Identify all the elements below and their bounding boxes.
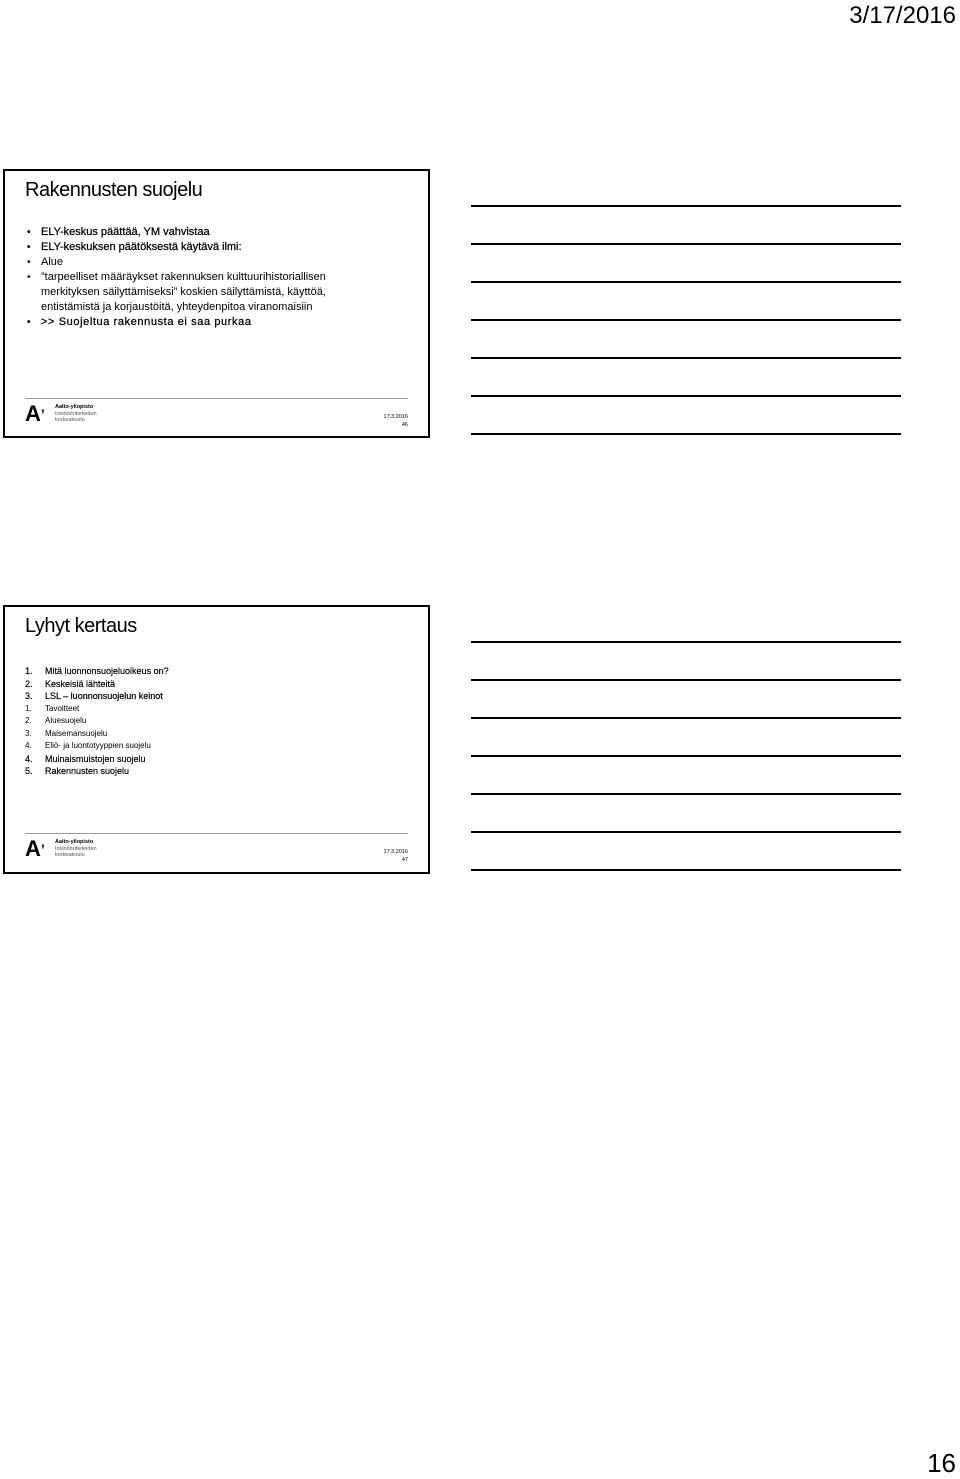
slide-date: 17.3.2016 <box>383 414 408 420</box>
item-text: Maisemansuojelu <box>45 728 108 738</box>
item-number: 4. <box>25 741 32 750</box>
item-number: 4. <box>25 753 33 764</box>
list-item-text: merkityksen säilyttämiseksi” koskien säilyttämistä, käyttöä, <box>41 286 326 298</box>
item-number: 3. <box>25 691 33 701</box>
logo-line-3: korkeakoulu <box>55 852 85 859</box>
item-number: 5. <box>25 766 33 776</box>
item-number: 1. <box>25 703 32 713</box>
item-number: 3. <box>25 728 32 738</box>
sub-list-item <box>25 715 169 728</box>
slide-number: 46 <box>401 422 408 428</box>
list-item-text: entistämistä ja korjaustöitä, yhteydenpitoa viranomaisiin <box>41 301 313 313</box>
slide-meta <box>384 848 408 864</box>
note-line <box>471 641 901 643</box>
list-item: • ELY-keskus päättää, YM vahvistaa <box>27 225 326 240</box>
note-line <box>471 281 901 283</box>
logo-line-1: Aalto-yliopisto <box>55 839 94 846</box>
bullet-list <box>27 225 326 330</box>
slide-lyhyt-kertaus <box>3 605 430 874</box>
numbered-list <box>25 665 169 778</box>
sub-list-item <box>25 703 169 716</box>
list-item: • >> Suojeltua rakennusta ei saa purkaa <box>27 315 326 330</box>
list-item <box>25 665 169 678</box>
logo-line-1: Aalto-yliopisto <box>55 404 94 411</box>
list-item: • Alue <box>27 255 326 270</box>
item-text: Aluesuojelu <box>45 716 87 725</box>
note-line <box>471 679 901 681</box>
slide-rakennusten-suojelu <box>3 169 430 438</box>
aalto-a-icon: A’ <box>25 836 45 861</box>
logo-text <box>55 404 97 424</box>
note-line <box>471 243 901 245</box>
item-text: LSL – luonnonsuojelun keinot <box>45 691 163 701</box>
item-text: Muinaismuistojen suojelu <box>45 753 146 764</box>
notes-lines <box>471 641 901 907</box>
list-item-continuation <box>27 285 326 300</box>
aalto-logo <box>25 838 97 860</box>
slide-title: Lyhyt kertaus <box>25 615 137 637</box>
item-number: 2. <box>25 716 32 725</box>
notes-lines <box>471 205 901 471</box>
slide-meta <box>384 413 408 429</box>
note-line <box>471 433 901 435</box>
page-number: 16 <box>927 1448 956 1478</box>
item-text: Eliö- ja luontotyyppien suojelu <box>45 741 151 750</box>
page-date: 3/17/2016 <box>849 2 956 29</box>
note-line <box>471 319 901 321</box>
list-item: • ”tarpeelliset määräykset rakennuksen kulttuurihistoriallisen <box>27 270 326 285</box>
item-text: Rakennusten suojelu <box>45 766 130 776</box>
item-text: Mitä luonnonsuojeluoikeus on? <box>45 666 169 676</box>
logo-text <box>55 839 97 859</box>
note-line <box>471 793 901 795</box>
note-line <box>471 831 901 833</box>
sub-list-item <box>25 728 169 741</box>
slide-number: 47 <box>401 857 408 863</box>
slide-title: Rakennusten suojelu <box>25 179 203 201</box>
note-line <box>471 357 901 359</box>
footer-divider <box>25 398 408 399</box>
list-item <box>25 690 169 703</box>
item-text: Tavoitteet <box>45 703 80 713</box>
aalto-logo <box>25 403 97 425</box>
list-item <box>25 678 169 691</box>
note-line <box>471 869 901 871</box>
list-item-continuation <box>27 300 326 315</box>
slide-date: 17.3.2016 <box>383 849 408 855</box>
footer-divider <box>25 833 408 834</box>
logo-line-3: korkeakoulu <box>55 417 85 424</box>
item-text: Keskeisiä lähteitä <box>45 678 116 689</box>
note-line <box>471 755 901 757</box>
note-line <box>471 717 901 719</box>
list-item <box>25 753 169 766</box>
note-line <box>471 395 901 397</box>
logo-line-2: Insinööritieteiden <box>55 410 97 417</box>
sub-list-item <box>25 740 169 753</box>
logo-line-2: Insinööritieteiden <box>55 845 97 852</box>
list-item <box>25 765 169 778</box>
aalto-a-icon: A’ <box>25 401 45 426</box>
note-line <box>471 205 901 207</box>
item-number: 2. <box>25 678 33 689</box>
list-item: • ELY-keskuksen päätöksestä käytävä ilmi: <box>27 240 326 255</box>
item-number: 1. <box>25 666 33 676</box>
